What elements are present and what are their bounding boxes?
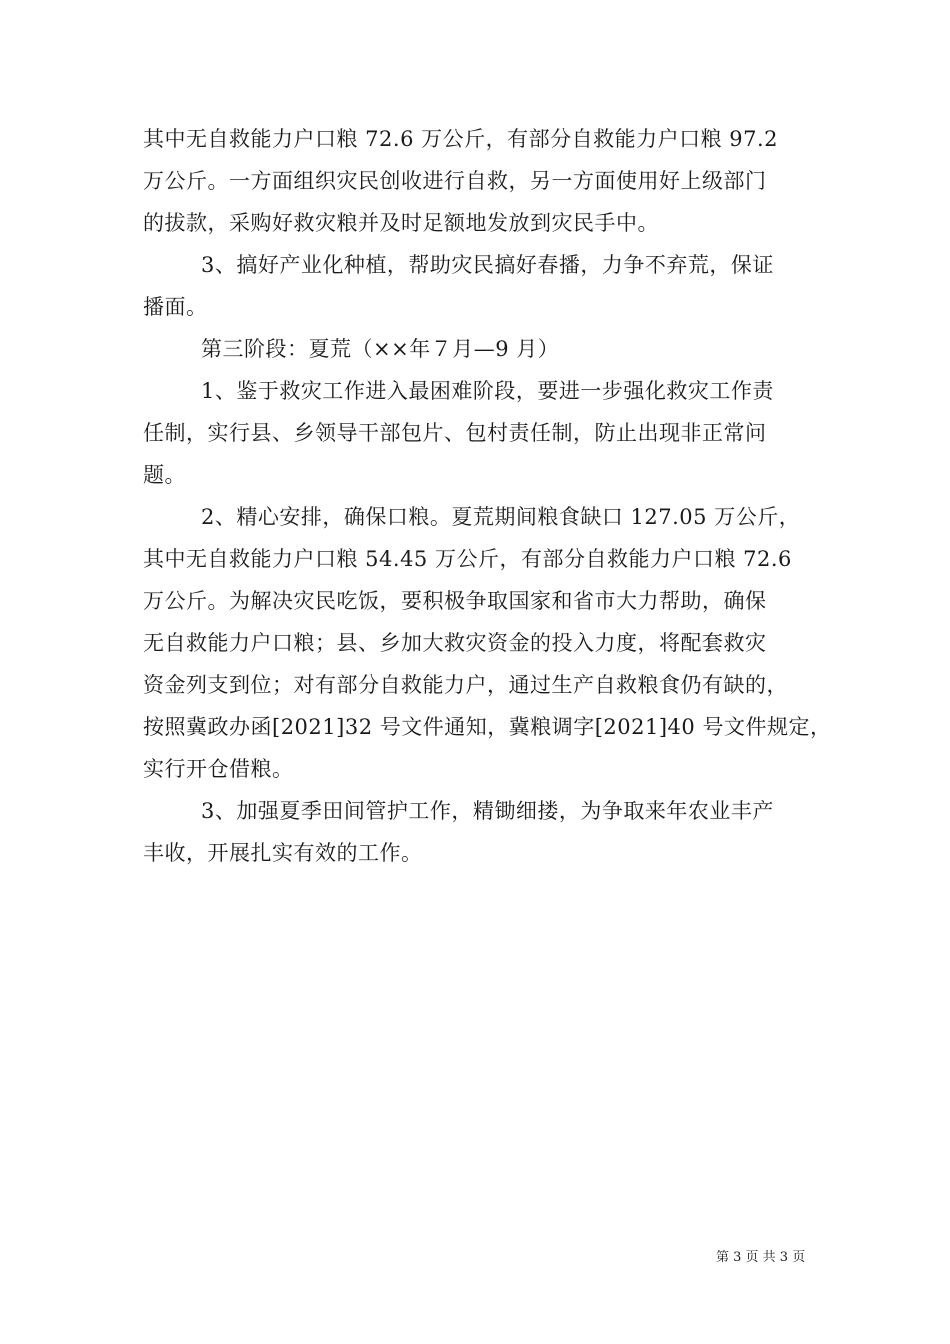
text-line: 的拔款，采购好救灾粮并及时足额地发放到灾民手中。 bbox=[143, 211, 659, 235]
text-line: 3、加强夏季田间管护工作，精锄细搂，为争取来年农业丰产 bbox=[201, 799, 774, 823]
text-line: 万公斤。为解决灾民吃饭，要积极争取国家和省市大力帮助，确保 bbox=[143, 589, 767, 613]
text-line: 其中无自救能力户口粮 72.6 万公斤，有部分自救能力户口粮 97.2 bbox=[143, 127, 779, 151]
text-line: 资金列支到位；对有部分自救能力户，通过生产自救粮食仍有缺的， bbox=[143, 673, 788, 697]
text-line: 题。 bbox=[143, 463, 186, 487]
document-body bbox=[143, 118, 832, 874]
text-line: 任制，实行县、乡领导干部包片、包村责任制，防止出现非正常问 bbox=[143, 421, 767, 445]
text-line: 其中无自救能力户口粮 54.45 万公斤，有部分自救能力户口粮 72.6 bbox=[143, 547, 792, 571]
text-line: 万公斤。一方面组织灾民创收进行自救，另一方面使用好上级部门 bbox=[143, 169, 767, 193]
text-line: 3、搞好产业化种植，帮助灾民搞好春播，力争不弃荒，保证 bbox=[201, 253, 774, 277]
text-line: 2、精心安排，确保口粮。夏荒期间粮食缺口 127.05 万公斤， bbox=[201, 505, 801, 529]
text-line: 丰收，开展扎实有效的工作。 bbox=[143, 841, 423, 865]
text-line: 播面。 bbox=[143, 295, 208, 319]
section-heading: 第三阶段：夏荒（××年７月—9 月） bbox=[201, 337, 560, 361]
text-line: 按照冀政办函[2021]32 号文件通知，冀粮调字[2021]40 号文件规定， bbox=[143, 715, 832, 739]
text-line: 1、鉴于救灾工作进入最困难阶段，要进一步强化救灾工作责 bbox=[201, 379, 774, 403]
text-line: 实行开仓借粮。 bbox=[143, 757, 294, 781]
text-line: 无自救能力户口粮；县、乡加大救灾资金的投入力度，将配套救灾 bbox=[143, 631, 767, 655]
page-number-footer: 第 3 页 共 3 页 bbox=[716, 1250, 806, 1265]
